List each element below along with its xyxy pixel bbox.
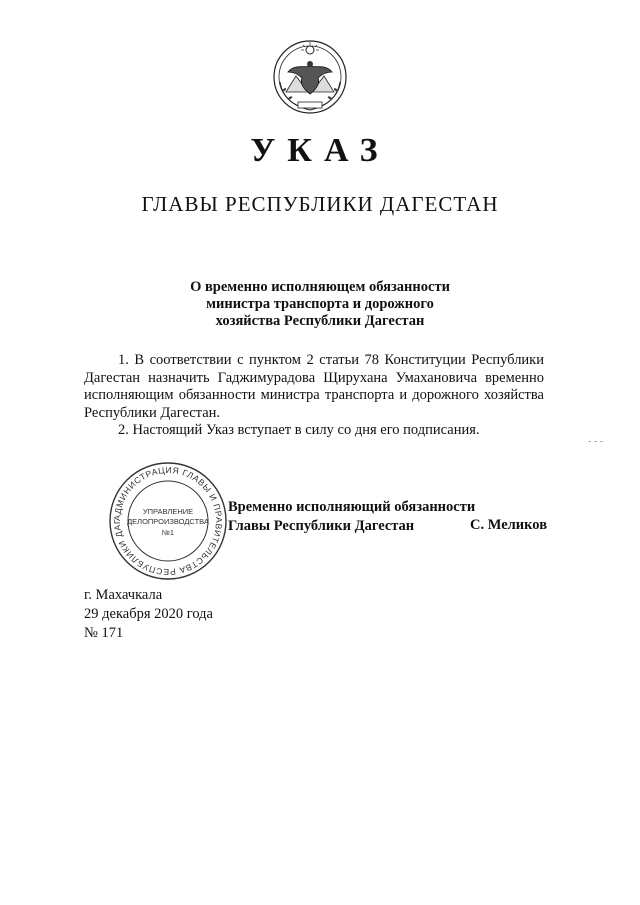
decree-body bbox=[84, 352, 544, 440]
subject-line: хозяйства Республики Дагестан bbox=[215, 313, 425, 329]
subject-line: О временно исполняющем обязанности bbox=[190, 279, 450, 295]
official-stamp bbox=[106, 459, 230, 583]
signatory-position bbox=[228, 498, 475, 536]
stamp-center-line2: ДЕЛОПРОИЗВОДСТВА bbox=[127, 517, 209, 526]
document-footer bbox=[84, 586, 213, 643]
document-title: УКАЗ bbox=[250, 132, 390, 169]
decree-subject bbox=[140, 279, 500, 330]
decree-date: 29 декабря 2020 года bbox=[84, 606, 213, 622]
stamp-center-line3: №1 bbox=[161, 528, 175, 537]
document-subtitle: ГЛАВЫ РЕСПУБЛИКИ ДАГЕСТАН bbox=[141, 192, 499, 216]
stamp-ring-text: АДМИНИСТРАЦИЯ ГЛАВЫ И ПРАВИТЕЛЬСТВА РЕСПУБЛИКИ ДАГ bbox=[111, 464, 225, 578]
margin-mark: - - - bbox=[588, 436, 603, 447]
subject-line: министра транспорта и дорожного bbox=[206, 296, 434, 312]
body-paragraph-2: 2. Настоящий Указ вступает в силу со дня его подписания. bbox=[118, 422, 480, 438]
signatory-position-line2: Главы Республики Дагестан bbox=[228, 518, 415, 534]
city: г. Махачкала bbox=[84, 587, 163, 603]
signatory-position-line1: Временно исполняющий обязанности bbox=[228, 499, 476, 515]
stamp-center-line1: УПРАВЛЕНИЕ bbox=[142, 507, 194, 516]
body-paragraph-1: 1. В соответствии с пунктом 2 статьи 78 Конституции Республики Дагестан назначить Гаджимурадова Щирухана Умахановича временно исполняющим обязанности министра транспорта и дорожного хозяйства Республики Дагестан. bbox=[84, 352, 544, 421]
signatory-name: С. Меликов bbox=[470, 517, 548, 533]
decree-number: № 171 bbox=[84, 625, 124, 641]
coat-of-arms-emblem bbox=[264, 36, 356, 118]
